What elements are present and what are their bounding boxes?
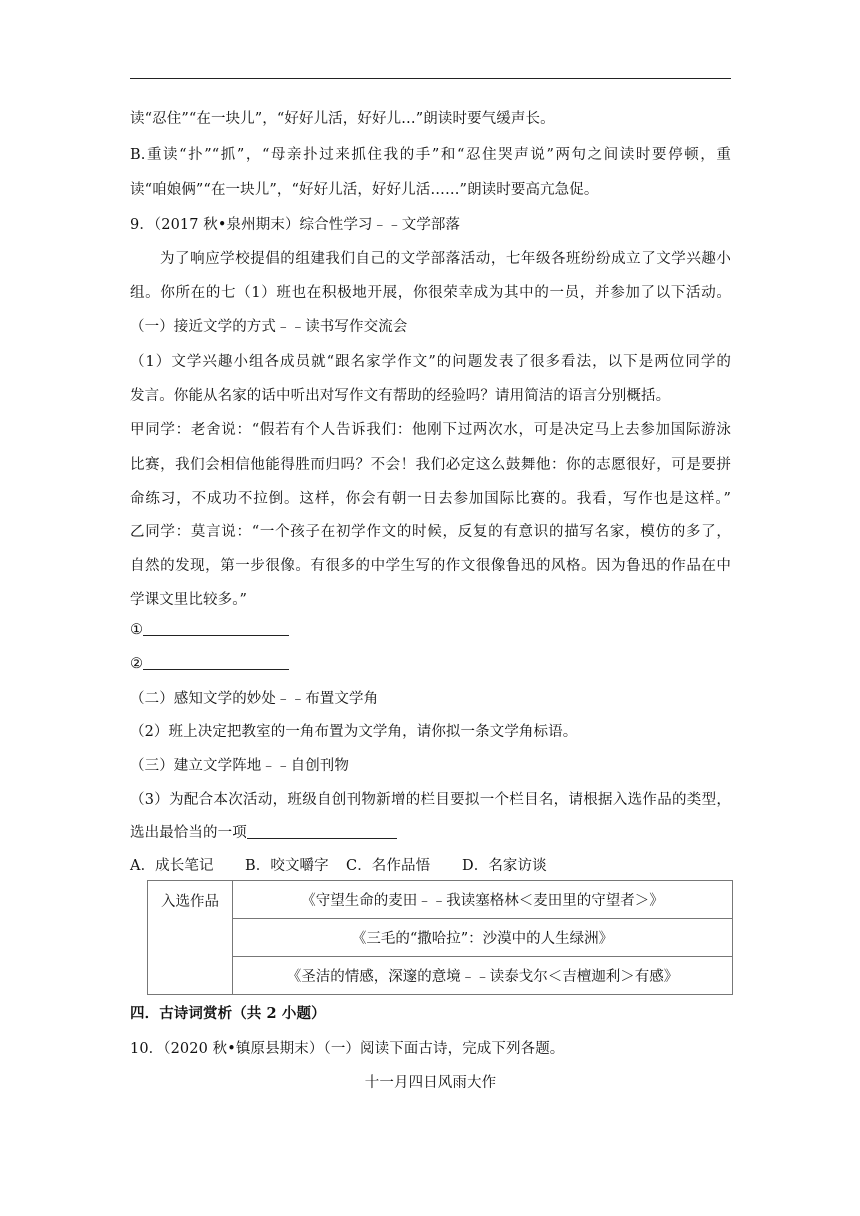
answer-line[interactable] — [143, 620, 289, 636]
question-10-title: 10．（2020 秋•镇原县期末）（一）阅读下面古诗，完成下列各题。 — [130, 1041, 565, 1057]
speech-yi: 自然的发现，第一步很像。有很多的中学生写的作文很像鲁迅的风格。因为鲁迅的作品在中 — [130, 558, 731, 574]
speech-jia: 命练习，不成功不拉倒。这样，你会有朝一日去参加国际比赛的。我看，写作也是这样。” — [130, 491, 731, 507]
question-9-intro: 为了响应学校提倡的组建我们自己的文学部落活动，七年级各班纷纷成立了文学兴趣小 — [160, 251, 731, 267]
section-4-title: 四．古诗词赏析（共 2 小题） — [130, 1005, 326, 1022]
blank-marker: ① — [130, 622, 144, 638]
speech-yi: 乙同学：莫言说：“一个孩子在初学作文的时候，反复的有意识的描写名家，模仿的多了， — [130, 524, 731, 540]
table-row: 《三毛的“撒哈拉”：沙漠中的人生绿洲》 — [233, 919, 733, 957]
table-header: 入选作品 — [148, 881, 233, 995]
part-1-title: （一）接近文学的方式﹣﹣读书写作交流会 — [130, 319, 408, 335]
part-3-title: （三）建立文学阵地﹣﹣自创刊物 — [130, 758, 349, 774]
option-b: B．咬文嚼字 — [245, 858, 329, 874]
sub-question-3-text: 选出最恰当的一项 — [130, 825, 247, 841]
header-rule — [130, 78, 731, 79]
option-a: A．成长笔记 — [130, 858, 214, 874]
sub-question-2: （2）班上决定把教室的一角布置为文学角，请你拟一条文学角标语。 — [130, 724, 578, 740]
sub-question-1: （1）文学兴趣小组各成员就“跟名家学作文”的问题发表了很多看法，以下是两位同学的 — [130, 354, 731, 370]
option-d: D．名家访谈 — [462, 858, 547, 874]
selected-works-table — [147, 880, 733, 995]
question-9-title: 9．（2017 秋•泉州期末）综合性学习﹣﹣文学部落 — [130, 217, 461, 233]
poem-title: 十一月四日风雨大作 — [364, 1075, 497, 1091]
sub-question-1: 发言。你能从名家的话中听出对写作文有帮助的经验吗？请用简洁的语言分别概括。 — [130, 388, 671, 404]
continuation-line: 读“忍住”“在一块儿”，“好好儿活，好好儿…”朗读时要气缓声长。 — [130, 111, 555, 127]
table-row: 《守望生命的麦田﹣﹣我读塞格林＜麦田里的守望者＞》 — [233, 881, 733, 919]
question-9-intro: 组。你所在的七（1）班也在积极地开展，你很荣幸成为其中的一员，并参加了以下活动。 — [130, 285, 731, 301]
speech-jia: 甲同学：老舍说：“假若有个人告诉我们：他刚下过两次水，可是决定马上去参加国际游泳 — [130, 422, 731, 438]
speech-jia: 比赛，我们会相信他能得胜而归吗？不会！我们必定这么鼓舞他：你的志愿很好，可是要拼 — [130, 457, 731, 473]
answer-line[interactable] — [143, 654, 289, 670]
sub-question-3: （3）为配合本次活动，班级自创刊物新增的栏目要拟一个栏目名，请根据入选作品的类型， — [130, 792, 731, 808]
part-2-title: （二）感知文学的妙处﹣﹣布置文学角 — [130, 691, 379, 707]
answer-blank-2 — [130, 654, 731, 674]
option-c: C．名作品悟 — [346, 858, 431, 874]
option-b-line: 读“咱娘俩”“在一块儿”，“好好儿活，好好儿活……”朗读时要高亢急促。 — [130, 182, 599, 198]
option-b-line: B.重读“扑”“抓”，“母亲扑过来抓住我的手”和“忍住哭声说”两句之间读时要停顿，重 — [130, 147, 731, 163]
answer-line[interactable] — [247, 823, 397, 839]
options-row — [130, 856, 731, 876]
speech-yi: 学课文里比较多。” — [130, 592, 248, 608]
table-row: 《圣洁的情感，深邃的意境﹣﹣读泰戈尔＜吉檀迦利＞有感》 — [233, 957, 733, 995]
sub-question-3 — [130, 823, 731, 843]
answer-blank-1 — [130, 620, 731, 640]
blank-marker: ② — [130, 656, 144, 672]
